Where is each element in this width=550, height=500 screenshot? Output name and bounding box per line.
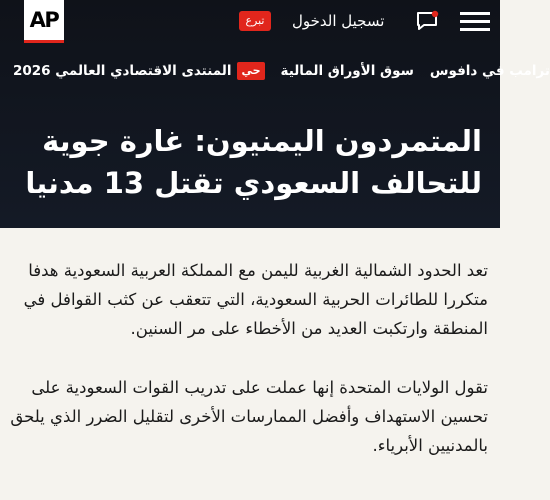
trending-item[interactable]: [281, 56, 414, 86]
chat-icon[interactable]: [416, 11, 438, 31]
trending-topics-bar: [0, 56, 550, 86]
donate-button[interactable]: تبرع: [239, 11, 271, 31]
trending-item-live[interactable]: [13, 56, 265, 86]
article-paragraph: تعد الحدود الشمالية الغربية لليمن مع المملكة العربية السعودية هدفا متكررا للطائرات الحربية السعودية، التي تتعقب عن كثب القوافل في المنطقة وارتكبت العديد من الأخطاء على مر السنين.: [23, 261, 488, 338]
trending-item-label: ترامب في دافوس: [429, 63, 550, 79]
trending-item-label: المنتدى الاقتصادي العالمي 2026: [12, 63, 232, 79]
article-header-section: [0, 0, 550, 228]
article-paragraph: تقول الولايات المتحدة إنها عملت على تدريب القوات السعودية على تحسين الاستهداف وأفضل الممارسات الأخرى لتقليل الضرر الذي يلحق بالمدنيين الأبرياء.: [10, 378, 488, 455]
menu-icon[interactable]: [460, 12, 490, 32]
trending-item-label: سوق الأوراق المالية: [280, 63, 414, 79]
article-headline: المتمردون اليمنيون: غارة جوية للتحالف السعودي تقتل 13 مدنيا: [25, 124, 482, 200]
logo-text: AP: [29, 8, 59, 32]
login-link[interactable]: تسجيل الدخول: [292, 12, 385, 30]
ap-logo[interactable]: [24, 0, 64, 43]
top-navigation-bar: [0, 0, 500, 44]
live-badge: حي: [237, 62, 264, 80]
trending-item[interactable]: [430, 56, 550, 86]
